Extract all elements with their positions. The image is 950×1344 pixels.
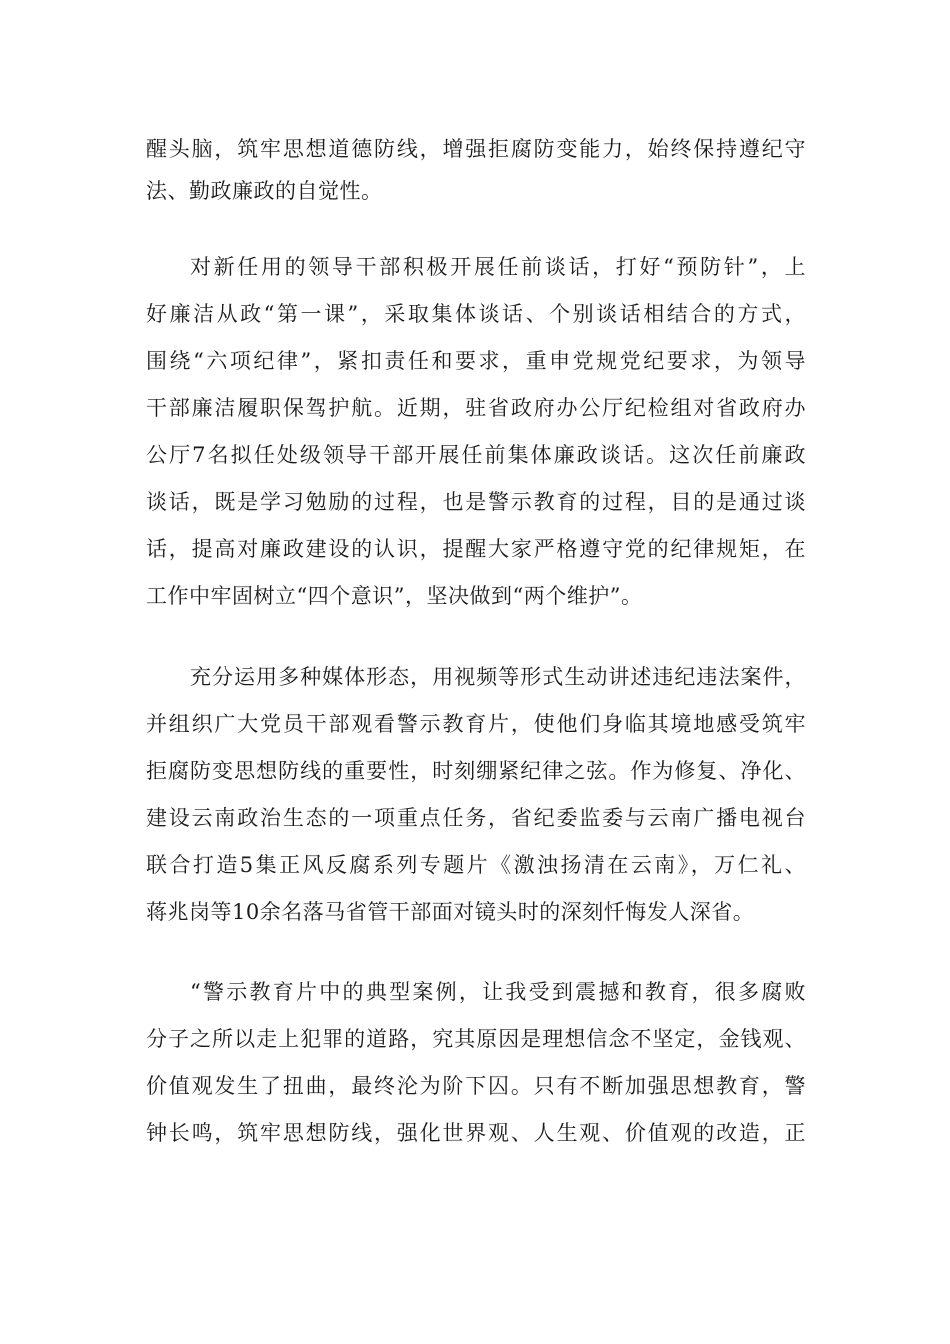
paragraph-line: 钟长鸣，筑牢思想防线，强化世界观、人生观、价值观的改造，正 (146, 1121, 806, 1145)
paragraph-line: 谈话，既是学习勉励的过程，也是警示教育的过程，目的是通过谈 (146, 490, 806, 514)
paragraph-line: 分子之所以走上犯罪的道路，究其原因是理想信念不坚定，金钱观、 (146, 1027, 806, 1051)
paragraph-line: 好廉洁从政“第一课”，采取集体谈话、个别谈话相结合的方式， (146, 302, 806, 326)
paragraph-line: 工作中牢固树立“四个意识”，坚决做到“两个维护”。 (146, 584, 643, 608)
paragraph-line: 价值观发生了扭曲，最终沦为阶下囚。只有不断加强思想教育，警 (146, 1074, 806, 1098)
paragraph-line: 并组织广大党员干部观看警示教育片，使他们身临其境地感受筑牢 (146, 712, 806, 736)
paragraph-line: 法、勤政廉政的自觉性。 (146, 179, 383, 203)
paragraph-line: 蒋兆岗等10余名落马省管干部面对镜头时的深刻忏悔发人深省。 (146, 900, 755, 924)
paragraph-line: 公厅7名拟任处级领导干部开展任前集体廉政谈话。这次任前廉政 (146, 443, 806, 467)
paragraph-line: 干部廉洁履职保驾护航。近期，驻省政府办公厅纪检组对省政府办 (146, 396, 806, 420)
paragraph-line: 拒腐防变思想防线的重要性，时刻绷紧纪律之弦。作为修复、净化、 (146, 759, 806, 783)
paragraph-line: “警示教育片中的典型案例，让我受到震撼和教育，很多腐败 (190, 980, 806, 1004)
paragraph-line: 联合打造5集正风反腐系列专题片《激浊扬清在云南》，万仁礼、 (146, 853, 806, 877)
paragraph-line: 围绕“六项纪律”，紧扣责任和要求，重申党规党纪要求，为领导 (146, 349, 806, 373)
paragraph-line: 醒头脑，筑牢思想道德防线，增强拒腐防变能力，始终保持遵纪守 (146, 137, 806, 161)
paragraph-line: 话，提高对廉政建设的认识，提醒大家严格遵守党的纪律规矩，在 (146, 537, 806, 561)
paragraph-line: 建设云南政治生态的一项重点任务，省纪委监委与云南广播电视台 (146, 806, 806, 830)
paragraph-line: 充分运用多种媒体形态，用视频等形式生动讲述违纪违法案件， (190, 665, 806, 689)
paragraph-line: 对新任用的领导干部积极开展任前谈话，打好“预防针”，上 (190, 255, 806, 279)
